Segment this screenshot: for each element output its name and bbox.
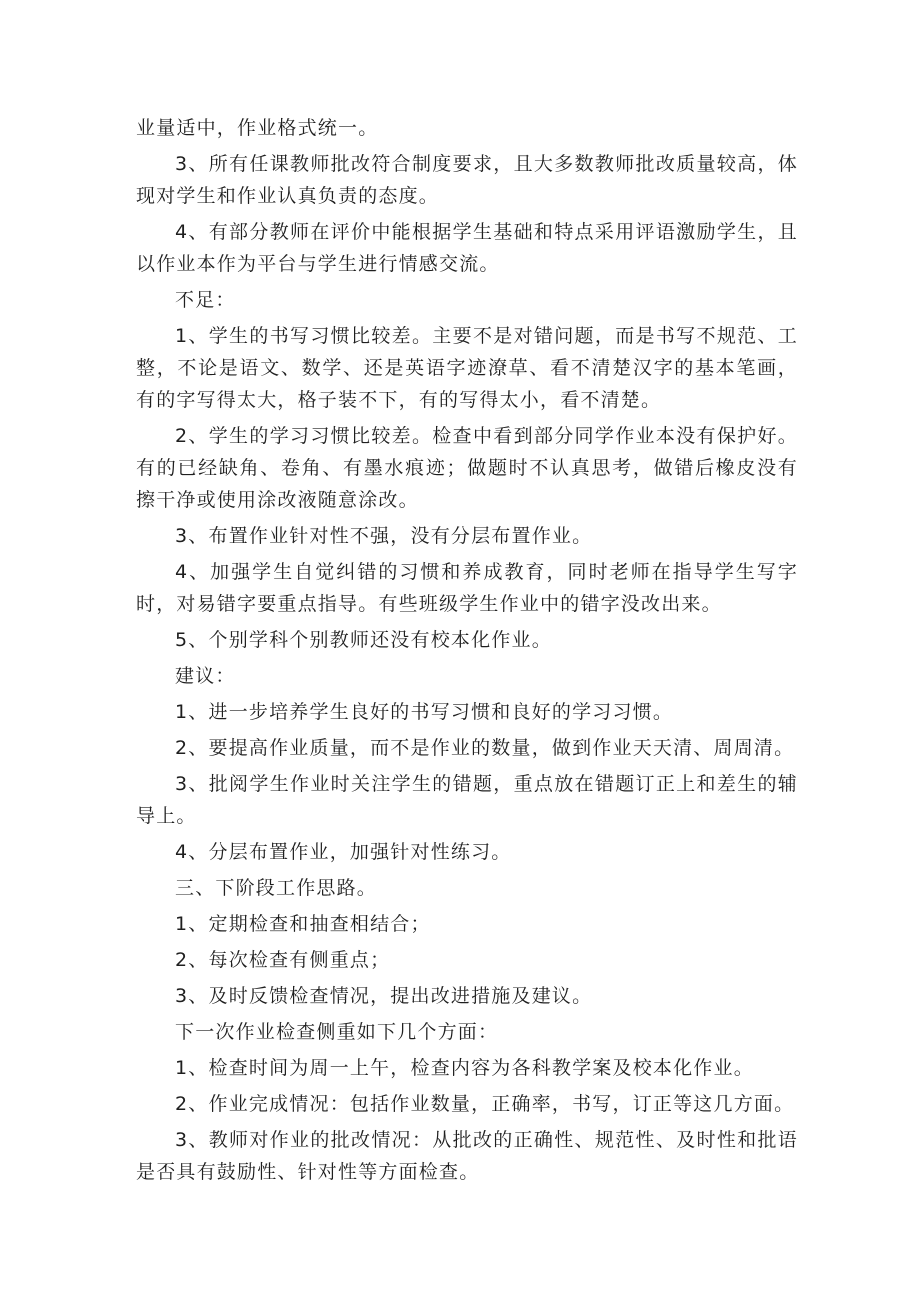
suggestion-2: 2、要提高作业质量，而不是作业的数量，做到作业天天清、周周清。 <box>175 737 795 759</box>
shortcoming-2: 2、学生的学习习惯比较差。检查中看到部分同学作业本没有保护好。有的已经缺角、卷角、有墨水痕迹；做题时不认真思考，做错后橡皮没有擦干净或使用涂改液随意涂改。 <box>136 425 798 511</box>
next-check-1: 1、检查时间为周一上午，检查内容为各科教学案及校本化作业。 <box>175 1057 754 1079</box>
next-phase-1: 1、定期检查和抽查相结合； <box>175 913 431 935</box>
shortcoming-4: 4、加强学生自觉纠错的习惯和养成教育，同时老师在指导学生写字时，对易错字要重点指导。有些班级学生作业中的错字没改出来。 <box>136 561 798 615</box>
shortcoming-5: 5、个别学科个别教师还没有校本化作业。 <box>175 629 552 651</box>
suggestion-1: 1、进一步培养学生良好的书写习惯和良好的学习习惯。 <box>175 701 674 723</box>
next-check-2: 2、作业完成情况：包括作业数量，正确率，书写，订正等这几方面。 <box>175 1093 795 1115</box>
paragraph-point-3: 3、所有任课教师批改符合制度要求，且大多数教师批改质量较高，体现对学生和作业认真负责的态度。 <box>136 153 798 207</box>
heading-shortcomings: 不足： <box>175 289 236 311</box>
suggestion-3: 3、批阅学生作业时关注学生的错题，重点放在错题订正上和差生的辅导上。 <box>136 773 798 827</box>
paragraph-point-4: 4、有部分教师在评价中能根据学生基础和特点采用评语激励学生，且以作业本作为平台与学生进行情感交流。 <box>136 221 798 275</box>
heading-suggestions: 建议： <box>175 665 236 687</box>
next-phase-3: 3、及时反馈检查情况，提出改进措施及建议。 <box>175 985 593 1007</box>
document-page <box>136 112 798 1188</box>
heading-next-check: 下一次作业检查侧重如下几个方面： <box>175 1021 499 1043</box>
suggestion-4: 4、分层布置作业，加强针对性练习。 <box>175 841 512 863</box>
paragraph-continuation: 业量适中，作业格式统一。 <box>136 117 379 139</box>
next-check-3: 3、教师对作业的批改情况：从批改的正确性、规范性、及时性和批语是否具有鼓励性、针对性等方面检查。 <box>136 1129 798 1183</box>
next-phase-2: 2、每次检查有侧重点； <box>175 949 391 971</box>
shortcoming-1: 1、学生的书写习惯比较差。主要不是对错问题，而是书写不规范、工整，不论是语文、数学、还是英语字迹潦草、看不清楚汉字的基本笔画，有的字写得太大，格子装不下，有的写得太小，看不清楚。 <box>136 325 798 411</box>
shortcoming-3: 3、布置作业针对性不强，没有分层布置作业。 <box>175 525 593 547</box>
heading-next-phase: 三、下阶段工作思路。 <box>175 877 378 899</box>
